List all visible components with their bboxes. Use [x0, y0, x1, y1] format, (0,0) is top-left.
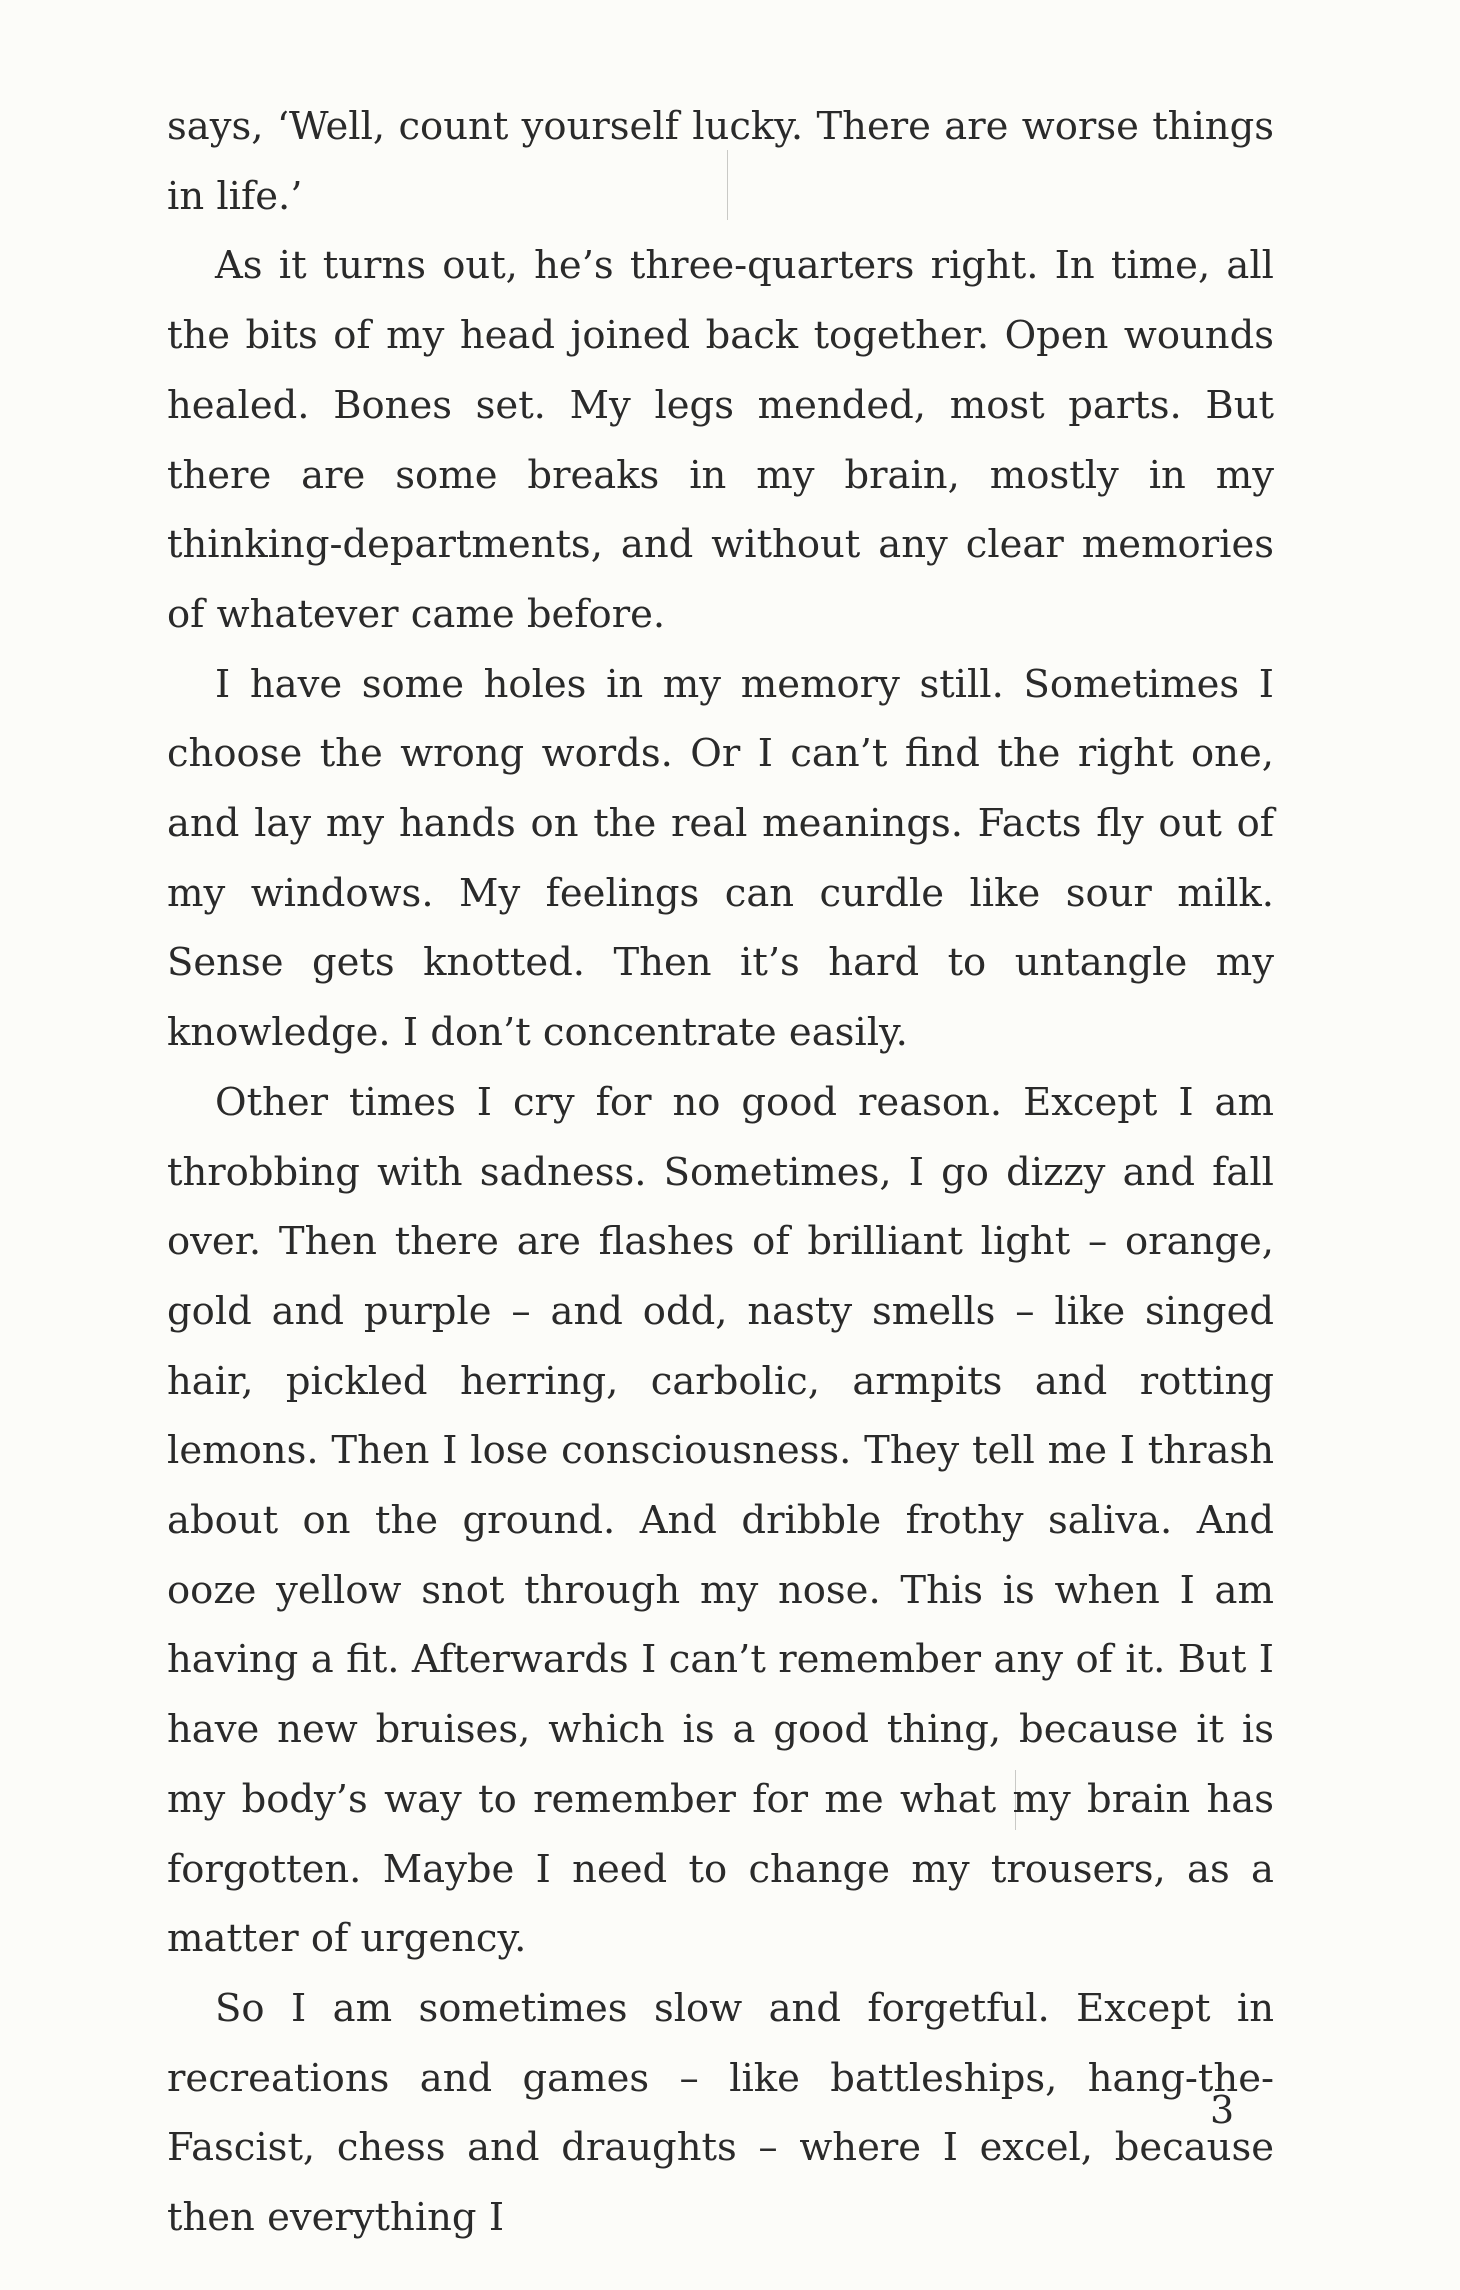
paragraph: I have some holes in my memory still. Sometimes I choose the wrong words. Or I can’t find the right one, and lay my hands on the real meanings. Facts fly out of my windows. My feelings can curdle like sour milk. Sense gets knotted. Then it’s hard to untangle my knowledge. I don’t concentrate easily.	[167, 661, 1274, 1056]
body-text	[167, 92, 1274, 2253]
paragraph: Other times I cry for no good reason. Except I am throbbing with sadness. Sometimes, I go dizzy and fall over. Then there are flashes of brilliant light – orange, gold and purple – and odd, nasty smells – like singed hair, pickled herring, carbolic, armpits and rotting lemons. Then I lose consciousness. They tell me I thrash about on the ground. And dribble frothy saliva. And ooze yellow snot through my nose. This is when I am having a fit. Afterwards I can’t remember any of it. But I have new bruises, which is a good thing, because it is my body’s way to remember for me what my brain has forgotten. Maybe I need to change my trousers, as a matter of urgency.	[167, 1079, 1274, 1962]
page-number: 3	[1210, 2088, 1235, 2132]
paragraph: So I am sometimes slow and forgetful. Except in recreations and games – like battleships, hang-the-Fascist, chess and draughts – where I excel, because then everything I	[167, 1985, 1274, 2241]
paragraph: As it turns out, he’s three-quarters right. In time, all the bits of my head joined back together. Open wounds healed. Bones set. My legs mended, most parts. But there are some breaks in my brain, mostly in my thinking-departments, and without any clear memories of whatever came before.	[167, 243, 1274, 637]
paragraph-continued: says, ‘Well, count yourself lucky. There are worse things in life.’	[167, 104, 1274, 219]
